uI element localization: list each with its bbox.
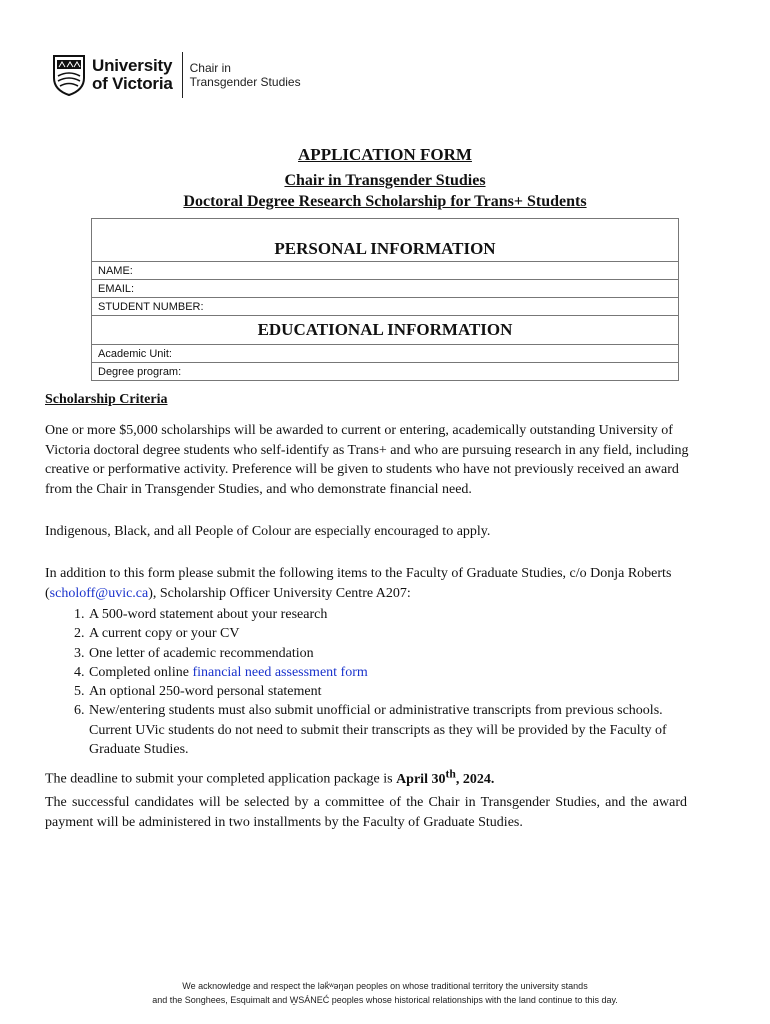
logo-divider xyxy=(182,52,183,98)
form-subtitle: Chair in Transgender Studies xyxy=(284,172,486,189)
email-field[interactable]: EMAIL: xyxy=(92,280,679,298)
educational-information-heading: EDUCATIONAL INFORMATION xyxy=(92,316,679,345)
deadline-date: April 30th, 2024. xyxy=(396,767,495,787)
uvic-logo xyxy=(52,52,301,98)
form-title: APPLICATION FORM xyxy=(298,145,472,164)
submission-items-list xyxy=(45,605,688,759)
list-item: 2. A current copy or your CV xyxy=(88,624,688,643)
scholarship-email-link[interactable]: scholoff@uvic.ca xyxy=(49,585,149,601)
list-item: 1. A 500-word statement about your research xyxy=(88,605,688,624)
university-name: University of Victoria xyxy=(92,56,173,93)
criteria-paragraph: One or more $5,000 scholarships will be awarded to current or entering, academically outstanding University of Victoria doctoral degree students who self-identify as Trans+ and who are pursuing research in any field, including creative or performative activity. Preference will be given to students who have not previously received an award from the Chair in Transgender Studies, and who demonstrate financial need. xyxy=(45,423,689,497)
academic-unit-field[interactable]: Academic Unit: xyxy=(92,345,679,363)
degree-program-field[interactable]: Degree program: xyxy=(92,363,679,381)
encouragement-paragraph: Indigenous, Black, and all People of Colour are especially encouraged to apply. xyxy=(45,524,491,539)
scholarship-title: Doctoral Degree Research Scholarship for Trans+ Students xyxy=(183,193,587,210)
list-item: 6. New/entering students must also submit unofficial or administrative transcripts from previous schools. Current UVic students do not need to submit their transcripts as they will be provided by the Faculty of Graduate Studies. xyxy=(88,701,688,759)
financial-need-form-link[interactable]: financial need assessment form xyxy=(192,664,368,680)
criteria-heading: Scholarship Criteria xyxy=(45,392,168,407)
uvic-crest-icon xyxy=(52,54,86,96)
personal-information-heading: PERSONAL INFORMATION xyxy=(92,219,679,262)
list-item: 3. One letter of academic recommendation xyxy=(88,644,688,663)
selection-paragraph: The successful candidates will be selected by a committee of the Chair in Transgender Studies, and the award payment will be administered in two installments by the Faculty of Graduate Studies. xyxy=(45,795,687,830)
student-number-field[interactable]: STUDENT NUMBER: xyxy=(92,298,679,316)
name-field[interactable]: NAME: xyxy=(92,262,679,280)
list-item: 5. An optional 250-word personal statement xyxy=(88,682,688,701)
deadline-paragraph: The deadline to submit your completed application package is April 30th, 2024. xyxy=(45,767,495,787)
land-acknowledgement: We acknowledge and respect the lək̓ʷəŋən peoples on whose traditional territory the university stands and the Songhees, Esquimalt and W̱SÁNEĆ peoples whose historical relationships with the land continue to this day. xyxy=(152,981,618,1005)
application-table xyxy=(91,218,679,381)
submission-paragraph: In addition to this form please submit the following items to the Faculty of Graduate Studies, c/o Donja Roberts (scholoff@uvic.ca), Scholarship Officer University Centre A207: xyxy=(45,566,672,601)
chair-name: Chair in Transgender Studies xyxy=(189,61,301,89)
list-item: 4. Completed online financial need assessment form xyxy=(88,663,688,682)
